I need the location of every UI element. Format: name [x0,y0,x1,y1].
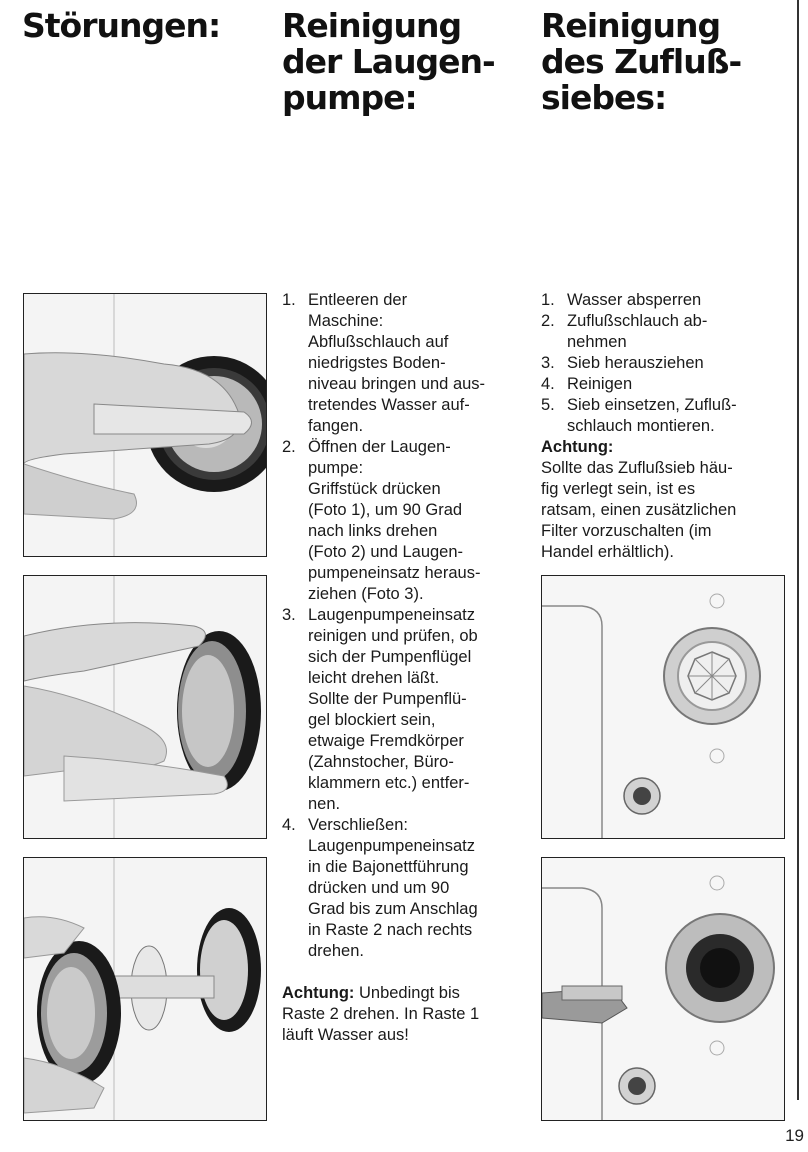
heading-line: Reinigung [282,6,462,45]
step-line: schlauch montieren. [567,417,715,435]
heading-line: pumpe: [282,78,417,117]
sieve-warning-note [541,437,791,563]
step-line: Sollte der Pumpenflü- [308,690,467,708]
step-number: 4. [541,375,555,393]
step-line: Maschine: [308,312,384,330]
heading-line: Störungen: [22,6,221,45]
step-line: tretendes Wasser auf- [308,396,470,414]
photo-sieve-inlet [541,575,785,839]
step-line: nen. [308,795,341,813]
step-line: in die Bajonettführung [308,858,469,876]
heading-line: Reinigung [541,6,721,45]
list-item [541,395,791,437]
step-line: Wasser absperren [567,291,702,309]
step-line: Grad bis zum Anschlag [308,900,478,918]
pump-turn-illustration [24,576,266,838]
step-line: pumpe: [308,459,364,477]
step-line: (Zahnstocher, Büro- [308,753,454,771]
sieve-inlet-illustration [542,576,784,838]
step-line: nach links drehen [308,522,438,540]
list-item [282,290,537,437]
page-number: 19 [785,1126,804,1145]
step-line: Verschließen: [308,816,408,834]
step-line: gel blockiert sein, [308,711,436,729]
step-line: drehen. [308,942,364,960]
sieve-cleaning-column [541,290,791,563]
heading-stoerungen [22,8,220,44]
pump-warning-note [282,983,537,1046]
heading-line: des Zufluß- [541,42,742,81]
warning-text: läuft Wasser aus! [282,1026,409,1044]
pump-cleaning-column [282,290,537,1046]
step-line: Laugenpumpeneinsatz [308,606,475,624]
step-line: sich der Pumpenflügel [308,648,472,666]
step-number: 3. [282,606,296,624]
pump-press-illustration [24,294,266,556]
step-line: Sieb einsetzen, Zufluß- [567,396,737,414]
heading-line: der Laugen- [282,42,495,81]
step-line: Reinigen [567,375,633,393]
warning-text: Filter vorzuschalten (im [541,522,712,540]
list-item [282,605,537,815]
photo-pump-turn [23,575,267,839]
list-item [541,311,791,353]
step-line: in Raste 2 nach rechts [308,921,473,939]
warning-label: Achtung: [541,438,614,456]
warning-text: ratsam, einen zusätzlichen [541,501,737,519]
step-line: (Foto 1), um 90 Grad [308,501,463,519]
step-number: 1. [541,291,555,309]
warning-text: Unbedingt bis [354,984,460,1002]
step-line: leicht drehen läßt. [308,669,440,687]
step-line: Sieb herausziehen [567,354,704,372]
list-item [282,437,537,605]
sieve-remove-illustration [542,858,784,1120]
step-line: klammern etc.) entfer- [308,774,470,792]
step-line: ziehen (Foto 3). [308,585,424,603]
heading-zuflusssieb [541,8,741,116]
warning-text: fig verlegt sein, ist es [541,480,696,498]
photo-pump-remove [23,857,267,1121]
step-number: 4. [282,816,296,834]
step-number: 5. [541,396,555,414]
step-line: Griffstück drücken [308,480,441,498]
step-line: Entleeren der [308,291,408,309]
warning-text: Handel erhältlich). [541,543,674,561]
warning-text: Sollte das Zuflußsieb häu- [541,459,733,477]
step-line: Zuflußschlauch ab- [567,312,708,330]
step-line: niedrigstes Boden- [308,354,446,372]
step-number: 3. [541,354,555,372]
pump-remove-illustration [24,858,266,1120]
step-number: 2. [541,312,555,330]
sieve-steps-list [541,290,791,437]
step-line: (Foto 2) und Laugen- [308,543,464,561]
photo-sieve-remove [541,857,785,1121]
step-number: 2. [282,438,296,456]
step-line: Laugenpumpeneinsatz [308,837,475,855]
photo-pump-press [23,293,267,557]
list-item [541,374,791,395]
step-line: etwaige Fremdkörper [308,732,464,750]
heading-line: siebes: [541,78,667,117]
step-line: drücken und um 90 [308,879,450,897]
page-edge-line [797,0,799,1100]
heading-laugenpumpe [282,8,495,116]
warning-label: Achtung: [282,984,355,1002]
list-item [541,290,791,311]
list-item [282,815,537,962]
step-line: Öffnen der Laugen- [308,438,451,456]
list-item [541,353,791,374]
step-line: pumpeneinsatz heraus- [308,564,481,582]
step-number: 1. [282,291,296,309]
step-line: reinigen und prüfen, ob [308,627,478,645]
pump-steps-list [282,290,537,962]
warning-text: Raste 2 drehen. In Raste 1 [282,1005,480,1023]
step-line: niveau bringen und aus- [308,375,486,393]
step-line: Abflußschlauch auf [308,333,449,351]
step-line: nehmen [567,333,627,351]
step-line: fangen. [308,417,364,435]
